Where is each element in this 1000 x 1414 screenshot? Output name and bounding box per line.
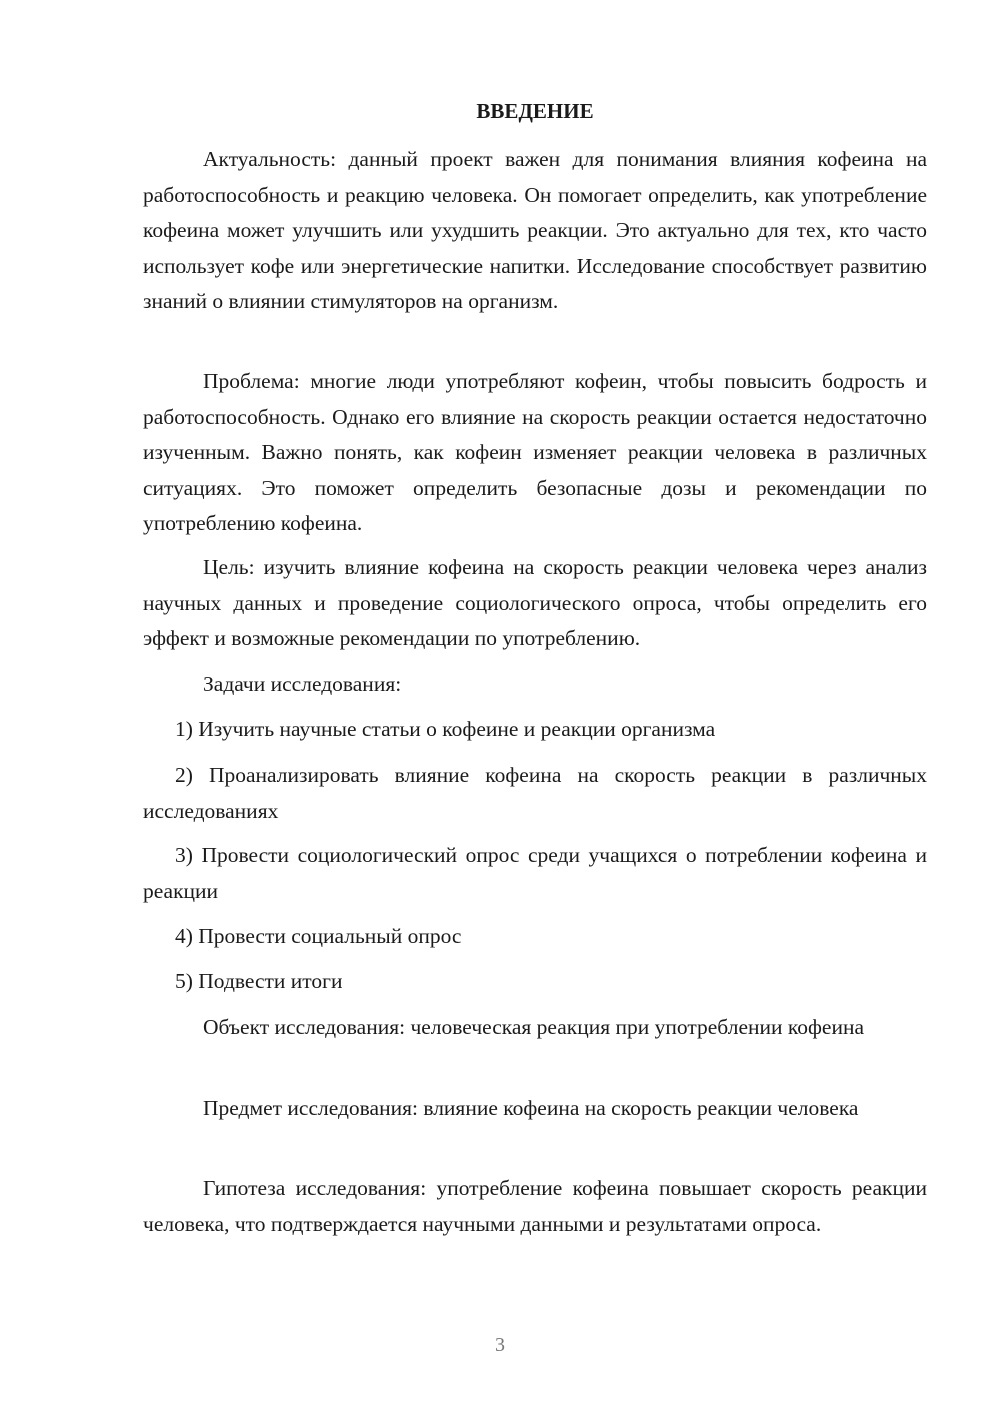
relevance-paragraph: Актуальность: данный проект важен для понимания влияния кофеина на работоспособность и реакцию человека. Он помогает определить, как употребление кофеина может улучшить или ухудшить реакции. Это актуально для тех, кто часто использует кофе или энергетические напитки. Исследование способствует развитию знаний о влиянии стимуляторов на организм.: [143, 147, 927, 313]
task-item: 3) Провести социологический опрос среди учащихся о потреблении кофеина и реакции: [143, 843, 927, 903]
problem-paragraph: Проблема: многие люди употребляют кофеин, чтобы повысить бодрость и работоспособность. Однако его влияние на скорость реакции остается недостаточно изученным. Важно понять, как кофеин изменяет реакции человека в различных ситуациях. Это поможет определить безопасные дозы и рекомендации по употреблению кофеина.: [143, 369, 927, 535]
goal-paragraph: Цель: изучить влияние кофеина на скорость реакции человека через анализ научных данных и проведение социологического опроса, чтобы определить его эффект и возможные рекомендации по употреблению.: [143, 555, 927, 650]
task-item: 1) Изучить научные статьи о кофеине и реакции организма: [175, 717, 716, 741]
task-item: 4) Провести социальный опрос: [175, 924, 462, 948]
object-paragraph: Объект исследования: человеческая реакция при употреблении кофеина: [203, 1015, 865, 1039]
tasks-heading: Задачи исследования:: [203, 672, 402, 696]
page-number: 3: [495, 1334, 505, 1356]
page-title: ВВЕДЕНИЕ: [476, 99, 594, 123]
task-item: 5) Подвести итоги: [175, 969, 343, 993]
hypothesis-paragraph: Гипотеза исследования: употребление кофеина повышает скорость реакции человека, что подтверждается научными данными и результатами опроса.: [143, 1176, 927, 1236]
task-item: 2) Проанализировать влияние кофеина на скорость реакции в различных исследованиях: [143, 763, 927, 823]
subject-paragraph: Предмет исследования: влияние кофеина на скорость реакции человека: [203, 1096, 859, 1120]
